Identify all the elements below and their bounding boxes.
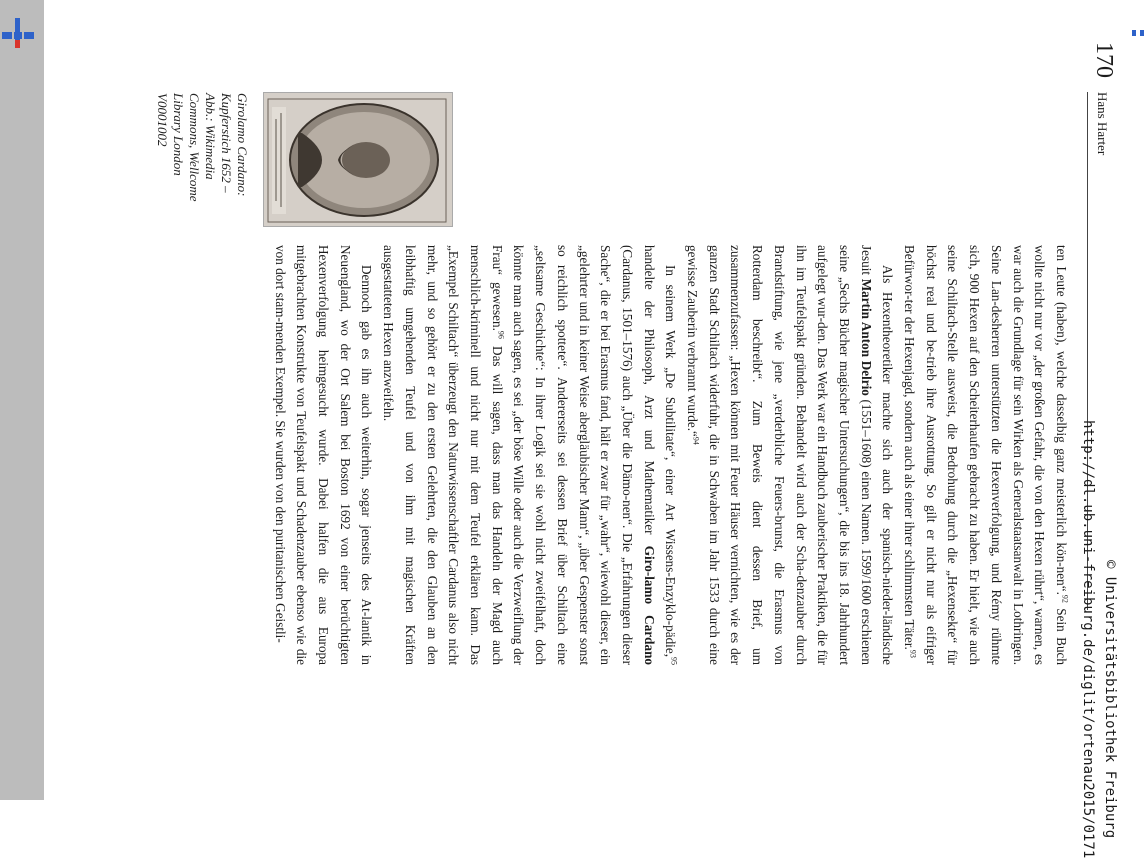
caption-line: V0001002	[155, 93, 170, 147]
caption-line: Commons, Wellcome	[187, 93, 202, 202]
caption-line: Girolamo Cardano:	[235, 93, 250, 197]
caption-line: Abb.: Wikimedia	[203, 93, 218, 180]
body-paragraph: ten Leute (haben), welche dasselbig ganz meisterlich kön-nen“.$^{92}$ Sein Buch wollte nicht nur vor „der großen Gefahr, die von den Hexen rührt“, warnen, es war auch die Grundlage für sein Wirken als Generalstaatsanwalt in Lothringen. Seine Lan-desherren unterstützten die Hexenverfolgung, und Rémy rühmte sich, 900 Hexen auf den Scheiterhaufen gebracht zu haben. Er hielt, wie auch seine Schiltach-Stelle ausweist, die Bedrohung durch die „Hexensekte“ für höchst real und be-trieb ihre Ausrottung. So gilt er nicht nur als eifriger Befürwor-ter der Hexenjagd, sondern auch als einer ihrer schlimmsten Täter.$^{93}$	[902, 245, 1070, 665]
copyright-watermark: © Universitätsbibliothek Freiburg	[1102, 560, 1118, 839]
figure-caption	[154, 93, 250, 263]
rotated-page-content	[44, 0, 1128, 800]
page-number: 170	[1091, 42, 1117, 78]
url-watermark[interactable]: http://dl.ub.uni-freiburg.de/diglit/ortenau2015/0171	[1080, 420, 1096, 858]
viewer-nav-icon[interactable]	[1130, 30, 1146, 38]
body-text	[269, 245, 1072, 665]
cardano-portrait-image	[263, 92, 453, 227]
ub-logo-icon[interactable]	[0, 18, 44, 58]
running-head-author: Hans Harter	[1095, 92, 1110, 156]
caption-line: Kupferstich 1652 –	[219, 93, 234, 193]
scanned-page	[44, 0, 1128, 800]
body-paragraph: In seinem Werk „De Subtilitate“, einer Art Wissens-Enzyklo-pädie,$^{95}$ handelte der Philosoph, Arzt und Mathematiker Giro-lamo Cardano (Cardanus, 1501–1576) auch „Über die Dämo-nen“. Die „Erfahrungen dieser Sache“, die er bei Erasmus fand, hält er zwar für „wahr“, wiewohl dieser, ein „gelehrter und in keiner Weise abergläubischer Mann“, „über Gespenster sonst so reichlich spottete“. Andererseits sei dessen Brief über Schiltach eine „seltsame Geschichte“: In ihrer Logik sei sie wohl nicht zweifelhaft, doch könnte man auch sagen, es sei „der böse Wille oder auch die Verzweiflung der Frau“ gewesen.$^{96}$ Das will sagen, dass man das Handeln der Magd auch menschlich-kriminell und nicht nur mit dem Teufel erklären kann. Das „Exempel Schiltach“ überzeugt den Naturwissenschaftler Cardanus also nicht mehr, und so gehört er zu den ersten Gelehrten, die den Glauben an den leibhaftig umgehenden Teufel und von ihm mit magischen Kräften ausgestatteten Hexen anzweifeln.	[381, 245, 679, 665]
viewer-left-strip	[0, 0, 44, 800]
caption-line: Library London	[171, 93, 186, 176]
body-paragraph: Als Hexentheoretiker machte sich auch der spanisch-nieder-ländische Jesuit Martin Anton Delrio (1551–1608) einen Namen. 1599/1600 erschienen seine „Sechs Bücher magischer Untersuchungen“, die bis ins 18. Jahrhundert aufgelegt wur-den. Das Werk war ein Handbuch zauberischer Praktiken, die für ihn im Teufelspakt gründen. Behandelt wird auch der Scha-denzauber durch Brandstiftung, wie jene „verderbliche Feuers-brunst, die Erasmus von Rotterdam beschreibt“. Zum Beweis dient dessen Brief, um zusammenzufassen: „Hexen können mit Feuer Häuser vernichten, wie es der ganzen Stadt Schiltach widerfuhr, die in Schwaben im Jahr 1533 durch eine gewisse Zauberin verbrannt wurde.“$^{94}$	[685, 245, 896, 666]
viewer-right-strip	[1128, 0, 1148, 800]
body-paragraph: Dennoch gab es ihn auch weiterhin, sogar jenseits des At-lantik in Neuengland, wo der Ort Salem bei Boston 1692 von einer berüchtigten Hexenverfolgung heimgesucht wurde. Dabei halfen die aus Europa mitgebrachten Konstrukte von Teufelspakt und Schadenzauber ebenso wie die von dort stam-menden Exempel. Sie wurden von den puritanischen Geistli-	[272, 245, 375, 665]
